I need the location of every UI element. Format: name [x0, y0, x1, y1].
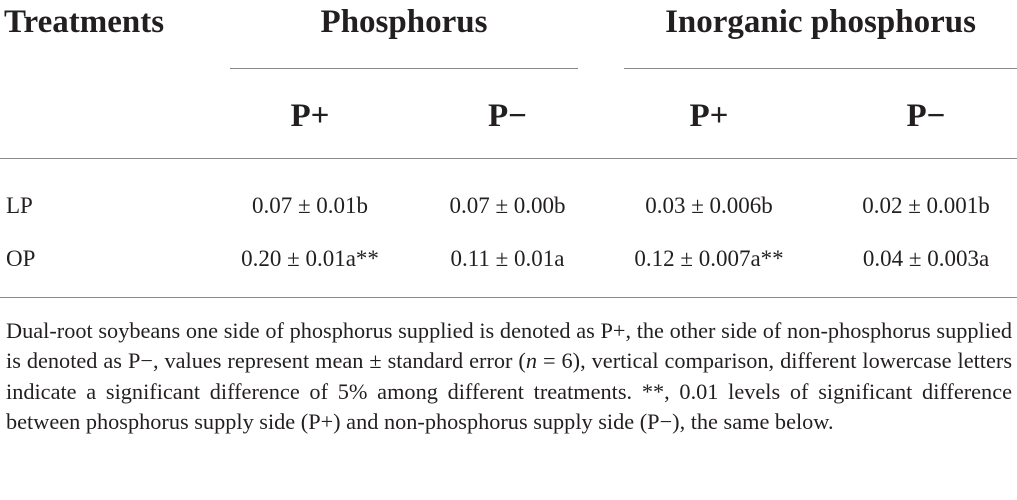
table-cell: 0.12 ± 0.007a** — [634, 246, 784, 271]
table-cell: 0.07 ± 0.01b — [251, 193, 369, 218]
subheader-p-minus-2: P− — [906, 98, 946, 134]
subheader-p-plus-1: P+ — [290, 98, 330, 134]
inorganic-phosphorus-header: Inorganic phosphorus — [665, 4, 976, 40]
table-cell: 0.04 ± 0.003a — [862, 246, 990, 271]
footnote-n-symbol: n — [525, 348, 537, 374]
header-bottom-rule — [0, 158, 1017, 159]
footnote-part-2: = 6), vertical comparison, different lowercase letters indicate a significant difference of 5% among different treatments. **, 0.01 levels of significant difference between phosphorus supply side (P+) and non-phosphorus supply side (P−), the same below. — [6, 348, 1012, 435]
subheader-p-minus-1: P− — [488, 98, 527, 134]
inorganic-group-rule — [624, 68, 1017, 69]
table-footnote — [6, 316, 1012, 438]
table-cell: 0.02 ± 0.001b — [862, 193, 990, 218]
row-label-op: OP — [6, 246, 36, 271]
table-cell: 0.20 ± 0.01a** — [241, 246, 379, 271]
table-cell: 0.07 ± 0.00b — [449, 193, 566, 218]
table-cell: 0.11 ± 0.01a — [450, 246, 565, 271]
row-label-lp: LP — [6, 193, 33, 218]
phosphorus-header: Phosphorus — [320, 4, 488, 40]
subheader-p-plus-2: P+ — [689, 98, 729, 134]
footnote-part-1: Dual-root soybeans one side of phosphorus supplied is denoted as P+, the other side of non-phosphorus supplied is denoted as P−, values represent mean ± standard error ( — [6, 318, 1012, 374]
phosphorus-group-rule — [230, 68, 578, 69]
table-bottom-rule — [0, 297, 1017, 298]
treatments-header: Treatments — [4, 4, 165, 40]
table-cell: 0.03 ± 0.006b — [645, 193, 773, 218]
